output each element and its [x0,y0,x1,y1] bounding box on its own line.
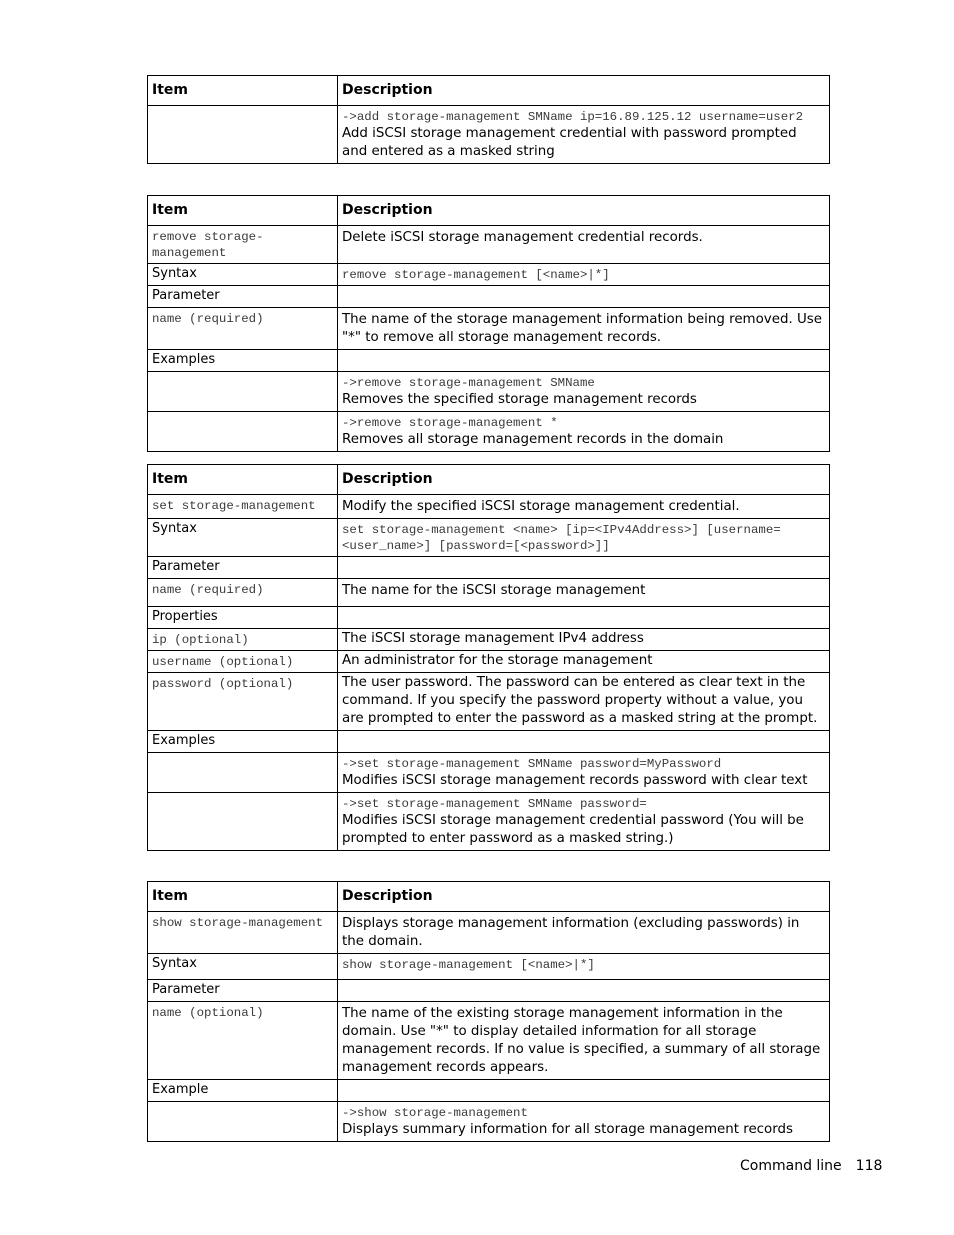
syntax-text: remove storage-management [<name>|*] [342,268,610,282]
table-row [148,286,830,308]
description-header: Description [338,882,830,912]
example-description: Displays summary information for all storage management records [342,1122,793,1137]
property-name: username (optional) [152,655,294,669]
property-description: The iSCSI storage management IPv4 address [338,629,830,651]
syntax-text: set storage-management <name> [ip=<IPv4Address>] [username=<user_name>] [password=[<password>]] [342,523,781,553]
example-command: ->set storage-management SMName password=MyPassword [342,757,722,771]
table-row [148,226,830,264]
table-row [148,1002,830,1080]
example-command: ->remove storage-management SMName [342,376,595,390]
property-description: An administrator for the storage management [338,651,830,673]
table-row [148,495,830,519]
header-row [148,465,830,495]
command-description: Delete iSCSI storage management credential records. [338,226,830,264]
syntax-text: show storage-management [<name>|*] [342,958,595,972]
table-row [148,557,830,579]
header-row [148,882,830,912]
example-command: ->remove storage-management * [342,416,558,430]
parameter-label: Parameter [148,286,338,308]
table-row [148,673,830,731]
description-cell [338,106,830,164]
example-description: Removes all storage management records in the domain [342,432,724,447]
example-command: ->show storage-management [342,1106,528,1120]
table-row [148,954,830,980]
description-header: Description [338,76,830,106]
page-footer [740,1158,882,1174]
set-storage-management-table [147,464,830,851]
table-row [148,1102,830,1142]
example-command: ->set storage-management SMName password= [342,797,647,811]
table-row [148,372,830,412]
footer-section: Command line [740,1158,842,1174]
example-description: Removes the specified storage management records [342,392,697,407]
add-storage-management-table [147,75,830,164]
syntax-label: Syntax [148,264,338,286]
table-row [148,1080,830,1102]
param-name: name (required) [152,312,264,326]
table-row [148,412,830,452]
table-row [148,106,830,164]
example-description: Add iSCSI storage management credential with password prompted and entered as a masked string [342,126,797,159]
description-header: Description [338,196,830,226]
item-header: Item [148,76,338,106]
param-name: name (required) [152,583,264,597]
table-row [148,607,830,629]
table-row [148,264,830,286]
item-header: Item [148,882,338,912]
example-label: Example [148,1080,338,1102]
command-description: Displays storage management information (excluding passwords) in the domain. [338,912,830,954]
examples-label: Examples [148,731,338,753]
table-row [148,980,830,1002]
item-header: Item [148,465,338,495]
table-row [148,753,830,793]
example-command: ->add storage-management SMName ip=16.89.125.12 username=user2 [342,110,804,124]
table-row [148,579,830,607]
syntax-label: Syntax [148,519,338,557]
param-name: name (optional) [152,1006,264,1020]
description-header: Description [338,465,830,495]
command-description: Modify the specified iSCSI storage management credential. [338,495,830,519]
show-storage-management-table [147,881,830,1142]
table-row [148,519,830,557]
table-row [148,308,830,350]
table-row [148,629,830,651]
property-name: ip (optional) [152,633,249,647]
page-number: 118 [855,1158,883,1174]
param-description: The name of the existing storage management information in the domain. Use "*" to display detailed information for all storage management records. If no value is specified, a summary of all storage management records appears. [338,1002,830,1080]
param-description: The name of the storage management information being removed. Use "*" to remove all storage management records. [338,308,830,350]
command-name: set storage-management [152,499,316,513]
header-row [148,76,830,106]
table-row [148,651,830,673]
table-row [148,793,830,851]
table-row [148,350,830,372]
remove-storage-management-table [147,195,830,452]
table-row [148,731,830,753]
parameter-label: Parameter [148,980,338,1002]
item-cell [148,106,338,164]
table-row [148,912,830,954]
command-name: remove storage-management [152,230,264,260]
example-description: Modifies iSCSI storage management credential password (You will be prompted to enter password as a masked string.) [342,813,804,846]
example-description: Modifies iSCSI storage management records password with clear text [342,773,808,788]
header-row [148,196,830,226]
properties-label: Properties [148,607,338,629]
property-name: password (optional) [152,677,294,691]
command-name: show storage-management [152,916,324,930]
syntax-label: Syntax [148,954,338,980]
param-description: The name for the iSCSI storage management [338,579,830,607]
parameter-label: Parameter [148,557,338,579]
property-description: The user password. The password can be entered as clear text in the command. If you specify the password property without a value, you are prompted to enter the password as a masked string at the prompt. [338,673,830,731]
item-header: Item [148,196,338,226]
examples-label: Examples [148,350,338,372]
